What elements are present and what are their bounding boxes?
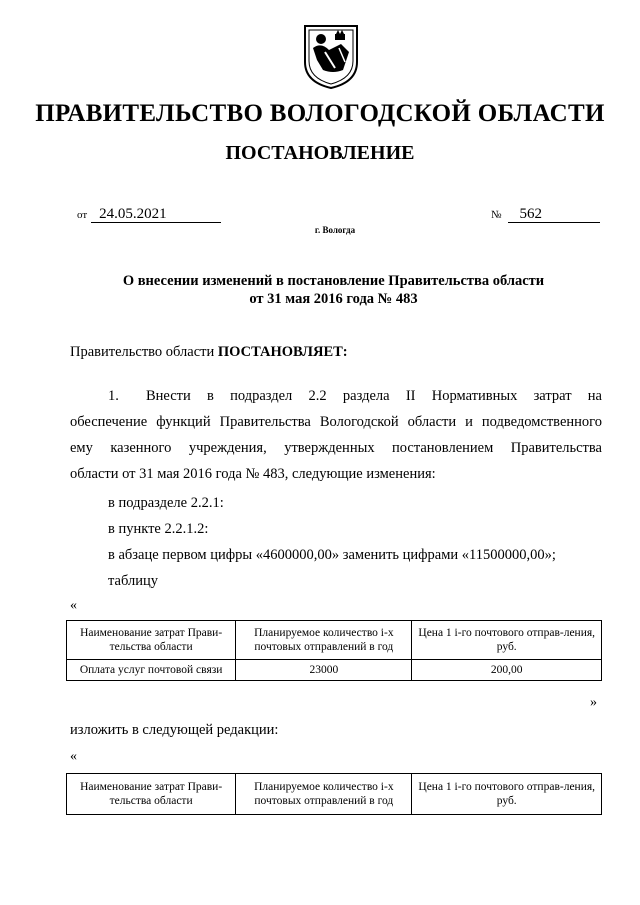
header-cell: Наименование затрат Прави-тельства области (67, 621, 236, 660)
sub-item-3: в абзаце первом цифры «4600000,00» заменить цифрами «11500000,00»; (108, 547, 556, 563)
government-title: ПРАВИТЕЛЬСТВО ВОЛОГОДСКОЙ ОБЛАСТИ (35, 100, 605, 127)
replace-text: изложить в следующей редакции: (70, 722, 279, 738)
header-cell: Цена 1 i-го почтового отправ-ления, руб. (412, 774, 602, 815)
number-value: 562 (508, 207, 600, 223)
table-cell: 200,00 (412, 660, 602, 681)
table-header-row (67, 774, 602, 815)
table-new (66, 773, 602, 815)
date-label: от (77, 209, 88, 221)
header-cell: Планируемое количество i-х почтовых отправлений в год (236, 621, 412, 660)
coat-of-arms-icon (299, 22, 363, 90)
city: г. Вологда (314, 225, 356, 235)
close-quote-1: » (590, 695, 597, 710)
subject-line-2: от 31 мая 2016 года № 483 (249, 291, 418, 307)
intro-bold: ПОСТАНОВЛЯЕТ: (217, 344, 348, 360)
item-line-4: области от 31 мая 2016 года № 483, следующие изменения: (70, 466, 436, 482)
item-line-1: Внести в подраздел 2.2 раздела II Нормативных затрат на (146, 388, 602, 404)
table-cell: 23000 (236, 660, 412, 681)
sub-item-1: в подразделе 2.2.1: (108, 495, 224, 511)
number-label: № (491, 209, 502, 221)
table-row (67, 660, 602, 681)
sub-item-4: таблицу (108, 573, 158, 589)
header-cell: Наименование затрат Прави-тельства области (67, 774, 236, 815)
open-quote-1: « (70, 598, 77, 613)
header-cell: Цена 1 i-го почтового отправ-ления, руб. (412, 621, 602, 660)
table-old (66, 620, 602, 681)
item-line-2: обеспечение функций Правительства Вологодской области и подведомственного (70, 414, 602, 430)
open-quote-2: « (70, 749, 77, 764)
document-subject (0, 272, 640, 308)
item-line-3: ему казенного учреждения, утвержденных постановлением Правительства (70, 440, 602, 456)
intro-plain: Правительство области (70, 344, 218, 360)
date-row (77, 207, 221, 223)
number-row (491, 207, 600, 223)
table-header-row (67, 621, 602, 660)
date-value: 24.05.2021 (91, 207, 221, 223)
document-type: ПОСТАНОВЛЕНИЕ (225, 142, 415, 164)
sub-item-2: в пункте 2.2.1.2: (108, 521, 209, 537)
subject-line-1: О внесении изменений в постановление Правительства области (122, 273, 545, 289)
table-cell: Оплата услуг почтовой связи (67, 660, 236, 681)
header-cell: Планируемое количество i-х почтовых отправлений в год (236, 774, 412, 815)
intro-paragraph (70, 343, 348, 361)
item-number: 1. (108, 388, 119, 404)
